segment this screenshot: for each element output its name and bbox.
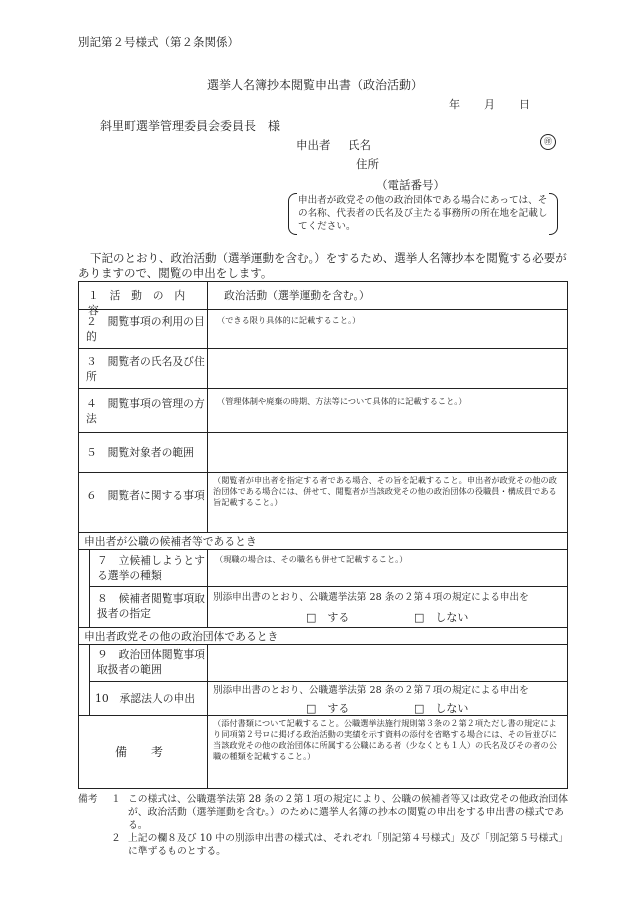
row2-label: ２ 閲覧事項の利用の目的 xyxy=(86,315,205,343)
bracket-note-text: 申出者が政党その他の政治団体である場合にあっては、その名称、代表者の氏名及び主たる事務所の所在地を記載してください。 xyxy=(298,195,548,232)
footer-note1-number: １ xyxy=(111,794,121,805)
row8-checkbox-dont[interactable]: □ しない xyxy=(414,611,469,624)
applicant-label: 申出者 xyxy=(296,138,331,152)
row10-checkbox-dont[interactable]: □ しない xyxy=(414,702,469,715)
footer-note2-number: ２ xyxy=(111,833,121,844)
date-line xyxy=(0,96,630,110)
footer-note2: 上記の欄８及び 10 中の別添申出書の様式は、それぞれ「別記第４号様式」及び「別記第５号様式」に準ずるものとする。 xyxy=(128,833,568,857)
footer-label: 備考 xyxy=(78,794,98,805)
form-number: 別記第２号様式（第２条関係） xyxy=(78,35,239,49)
row7-label: ７ 立候補しようとする選挙の種類 xyxy=(97,554,205,582)
name-label: 氏名 xyxy=(348,138,371,152)
row1-label: １ 活 動 の 内 容 xyxy=(88,289,196,317)
row8-value: 別添申出書のとおり、公職選挙法第 28 条の２第４項の規定による申出を xyxy=(213,592,529,603)
applicant-bracket-note xyxy=(288,193,558,233)
remarks-value: （添付書類について記載すること。公職選挙法施行規則第３条の２第２項ただし書の規定により同項第２号ロに掲げる政治活動の実績を示す資料の添付を省略する場合には、その旨並びに当該政党その他の政治団体に所属する公職にある者（少なくとも１人）の氏名及びその者の公職の種類を記載すること。） xyxy=(213,718,557,761)
remarks-label: 備 考 xyxy=(115,745,164,759)
section-party: 申出者政党その他の政治団体であるとき xyxy=(84,630,279,643)
row10-value: 別添申出書のとおり、公職選挙法第 28 条の２第７項の規定による申出を xyxy=(213,685,529,696)
date-day: 日 xyxy=(519,98,530,111)
phone-label: （電話番号） xyxy=(376,178,445,192)
row2-value: （できる限り具体的に記載すること。） xyxy=(217,315,361,325)
row8-label: ８ 候補者閲覧事項取扱者の指定 xyxy=(97,592,205,620)
row1-value: 政治活動（選挙運動を含む。） xyxy=(224,289,370,302)
section-candidate: 申出者が公職の候補者等であるとき xyxy=(84,535,257,548)
intro-paragraph: 下記のとおり、政治活動（選挙運動を含む。）をするため、選挙人名簿抄本を閲覧する必要がありますので、閲覧の申出をします。 xyxy=(78,251,567,280)
address-label: 住所 xyxy=(356,157,379,171)
seal-mark: ㊞ xyxy=(540,134,556,150)
row10-checkbox-do[interactable]: □ する xyxy=(306,702,350,715)
footer-note1: この様式は、公職選挙法第 28 条の２第１項の規定により、公職の候補者等又は政党その他政治団体が、政治活動（選挙運動を含む。）のために選挙人名簿の抄本の閲覧の申出をする申出書の様式である。 xyxy=(128,794,568,831)
page-title: 選挙人名簿抄本閲覧申出書（政治活動） xyxy=(207,78,424,92)
row4-label: ４ 閲覧事項の管理の方法 xyxy=(86,397,205,425)
row8-checkbox-do[interactable]: □ する xyxy=(306,611,350,624)
row3-label: ３ 閲覧者の氏名及び住所 xyxy=(86,355,205,383)
row7-value: （現職の場合は、その職名も併せて記載すること。） xyxy=(215,554,408,564)
date-month: 月 xyxy=(484,98,495,111)
date-year: 年 xyxy=(449,98,460,111)
row6-label: ６ 閲覧者に関する事項 xyxy=(86,489,205,502)
left-bracket xyxy=(288,193,297,235)
right-bracket xyxy=(549,193,558,235)
row9-label: ９ 政治団体閲覧事項取扱者の範囲 xyxy=(97,648,205,676)
row10-label: 10 承認法人の申出 xyxy=(95,692,196,705)
row5-label: ５ 閲覧対象者の範囲 xyxy=(86,446,194,459)
row6-value: （閲覧者が申出者を指定する者である場合、その旨を記載すること。申出者が政党その他の政治団体である場合には、併せて、閲覧者が当該政党その他の政治団体の役職員・構成員である旨記載すること。） xyxy=(213,475,557,507)
addressee: 斜里町選挙管理委員会委員長 様 xyxy=(100,119,281,133)
row4-value: （管理体制や廃棄の時期、方法等について具体的に記載すること。） xyxy=(217,396,467,406)
